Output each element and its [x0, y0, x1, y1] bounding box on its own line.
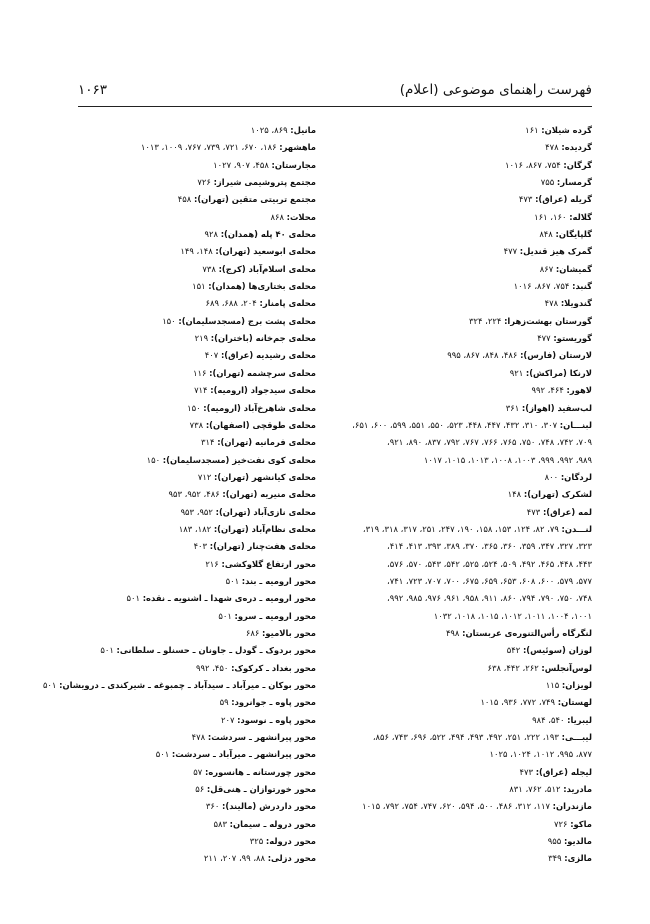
index-term: محله‌ی نظام‌آباد (تهران):	[213, 523, 316, 534]
page-references: ۱۰۰۱، ۱۰۰۴، ۱۰۱۱، ۱۰۱۲، ۱۰۱۵، ۱۰۱۸، ۱۰۳۲	[433, 610, 592, 621]
page-references: ۵۷۷، ۵۷۹، ۶۰۰، ۶۰۸، ۶۵۳، ۶۵۹، ۶۷۵، ۷۰۰، ۷۰۷، ۷۲۳، ۷۴۱،	[387, 575, 592, 586]
index-entry	[312, 712, 592, 729]
page-references: ۴۷۳	[526, 506, 541, 517]
index-term: محله‌ی کیانشهر (تهران):	[214, 471, 316, 482]
index-entry	[56, 452, 316, 469]
index-entry	[56, 798, 316, 815]
page-references: ۳۰۷، ۳۱۰، ۴۳۲، ۴۴۷، ۴۴۸، ۵۲۳، ۵۵۰، ۵۵۱، ۵۹۹، ۶۰۰، ۶۵۱،	[352, 419, 558, 430]
index-entry	[312, 781, 592, 798]
index-term: لمه (عراق):	[542, 506, 592, 517]
index-term: محله‌ی بختاری‌ها (همدان):	[208, 281, 316, 292]
page-references: ۵۸۳	[213, 818, 227, 829]
page-references: ۷۹، ۸۲، ۱۲۴، ۱۵۳، ۱۵۸، ۱۹۰، ۲۴۷، ۲۵۱، ۳۱۷، ۳۱۸، ۳۱۹،	[362, 523, 559, 534]
page-references: ۵۰۱	[225, 575, 240, 586]
page-references: ۷۱۴	[194, 385, 208, 396]
index-term: محور بالامیو:	[262, 627, 316, 638]
index-column-left	[42, 122, 316, 868]
page-references: ۲۲۴، ۳۲۴	[469, 315, 502, 326]
page-references: ۷۵۵	[540, 177, 555, 188]
page-references: ۱۶۰، ۱۶۱	[534, 211, 567, 222]
page-references: ۱۵۰	[187, 402, 201, 413]
running-header	[78, 82, 592, 104]
index-entry	[312, 590, 592, 607]
index-term: محله‌ی طوقچی (اصفهان):	[205, 419, 316, 430]
index-entry	[312, 642, 592, 659]
index-entry	[312, 330, 592, 347]
index-entry	[56, 816, 316, 833]
index-term: محله‌ی منیریه (تهران):	[222, 489, 316, 500]
index-entry	[56, 191, 316, 208]
index-term: محله‌ی اسلام‌آباد (کرج):	[218, 263, 316, 274]
page-references: ۵۰۱	[218, 610, 232, 621]
index-entry	[312, 278, 592, 295]
page-references: ۲۰۴، ۶۸۸، ۶۸۹	[205, 298, 257, 309]
index-entry	[312, 504, 592, 521]
index-entry	[56, 157, 316, 174]
index-entry	[312, 157, 592, 174]
page-references: ۵۰۱	[100, 645, 114, 656]
page-references: ۴۷۳	[518, 194, 533, 205]
index-term: لشکرک (تهران):	[523, 489, 592, 500]
page-references: ۸۶۷	[539, 263, 554, 274]
index-entry	[56, 625, 316, 642]
index-entry	[312, 850, 592, 867]
index-entry	[312, 729, 592, 746]
page-references: ۷۲۶	[197, 177, 211, 188]
index-entry	[56, 243, 316, 260]
index-term: لارنکا (مراکش):	[525, 367, 592, 378]
index-term: لوس‌آنجلس:	[541, 662, 592, 673]
index-term: محله‌ی سیدجواد (ارومیه):	[210, 385, 316, 396]
index-entry	[56, 642, 316, 659]
page-references: ۵۰۱	[155, 749, 170, 760]
index-term: محله‌ی پشت برج (مسجدسلیمان):	[178, 315, 316, 326]
page-references: ۱۴۸	[507, 489, 522, 500]
page-references: ۴۹۸	[445, 627, 460, 638]
index-entry	[56, 486, 316, 503]
index-entry	[56, 469, 316, 486]
index-term: گلپایگان:	[555, 229, 592, 240]
page-references: ۸۸، ۹۹، ۲۰۷، ۲۱۱	[203, 853, 266, 864]
index-term: مازندران:	[552, 801, 592, 812]
page-references: ۱۸۶، ۶۷۰، ۷۲۱، ۷۳۹، ۷۶۷، ۱۰۰۹، ۱۰۱۳	[140, 142, 277, 153]
page-references: ۵۰۱	[126, 593, 141, 604]
index-entry	[312, 226, 592, 243]
index-entry	[56, 139, 316, 156]
index-term: لنگرگاه رأس‌التنوره‌ی عربستان:	[462, 627, 592, 638]
index-term: محله‌ی شاهرخ‌آباد (ارومیه):	[203, 402, 316, 413]
page-references: ۳۶۱	[505, 402, 520, 413]
index-term: محله‌ی فرمانیه (تهران):	[217, 437, 316, 448]
index-entry	[312, 746, 592, 763]
index-term: لیبریا:	[567, 714, 592, 725]
index-term: مالزی:	[564, 853, 592, 864]
index-entry	[56, 400, 316, 417]
page-references: ۱۵۰	[162, 315, 176, 326]
index-term: محله‌ی جم‌خانه (باختران):	[210, 333, 316, 344]
page-references: ۲۶۲، ۴۴۲، ۶۳۸	[487, 662, 539, 673]
index-entry	[56, 660, 316, 677]
page-references: ۲۱۶	[205, 558, 219, 569]
index-term: محله‌ی نازی‌آباد (تهران):	[215, 506, 316, 517]
index-entry	[56, 209, 316, 226]
index-entry	[56, 347, 316, 364]
index-entry	[312, 452, 592, 469]
page-references: ۴۶۴، ۹۹۲	[531, 385, 564, 396]
index-term: گرمسار:	[556, 177, 592, 188]
index-entry	[56, 174, 316, 191]
index-entry	[56, 746, 316, 763]
page-references: ۴۷۸	[545, 142, 559, 153]
page-references: ۲۱۹	[194, 333, 209, 344]
index-entry	[56, 712, 316, 729]
index-term: لیبـــی:	[561, 732, 592, 743]
index-term: لاهور:	[566, 385, 592, 396]
index-entry	[56, 417, 316, 434]
page-references: ۷۳۸	[202, 263, 216, 274]
page-references: ۴۵۸، ۹۰۷، ۱۰۲۷	[213, 159, 269, 170]
index-term: مانیل:	[290, 125, 316, 135]
page-references: ۸۴۸	[539, 229, 553, 240]
index-entry	[56, 608, 316, 625]
index-term: مالدیو:	[563, 836, 592, 847]
index-entry	[312, 347, 592, 364]
index-entry	[312, 573, 592, 590]
page-references: ۴۰۷	[204, 350, 219, 361]
index-term: محور بوکان ـ میرآباد ـ سیدآباد ـ چمبوغه ـ شیرکندی ـ درویشان:	[59, 680, 316, 690]
page-references: ۴۷۸	[544, 298, 559, 309]
index-term: محور خورتوازان ـ هنی‌قل:	[206, 784, 316, 795]
index-entry	[312, 174, 592, 191]
page-references: ۴۷۳	[519, 766, 534, 777]
page-references: ۴۷۷	[503, 246, 518, 257]
index-term: لب‌سفید (اهواز):	[521, 402, 592, 413]
page-references: ۶۸۶	[245, 627, 260, 638]
page-references: ۳۲۵	[249, 836, 264, 847]
page-references: ۴۵۸	[177, 194, 192, 205]
page-title: فهرست راهنمای موضوعی (اعلام)	[399, 82, 592, 98]
page-references: ۹۲۸	[204, 229, 219, 240]
page-references: ۷۵۴، ۸۶۷، ۱۰۱۶	[504, 159, 561, 170]
page-references: ۱۱۷، ۳۱۲، ۴۸۶، ۵۰۰، ۵۹۴، ۶۲۰، ۷۴۷، ۷۵۴، ۷۹۲، ۱۰۱۵	[362, 801, 550, 812]
index-entry	[312, 764, 592, 781]
page-references: ۱۹۳، ۲۲۲، ۲۵۱، ۴۹۲، ۴۹۳، ۴۹۴، ۵۲۲، ۶۹۶، ۷۴۳، ۸۵۶،	[372, 732, 559, 743]
page-references: ۷۰۹، ۷۴۲، ۷۴۸، ۷۵۰، ۷۶۵، ۷۶۶، ۷۶۷، ۷۹۲، ۸۳۷، ۸۹۰، ۹۲۱،	[387, 437, 592, 448]
index-entry	[312, 469, 592, 486]
index-entry	[312, 625, 592, 642]
index-entry	[56, 764, 316, 781]
page-references: ۴۴۳، ۴۴۸، ۴۶۵، ۴۹۲، ۵۰۹، ۵۲۴، ۵۲۵، ۵۴۲، ۵۴۳، ۵۷۰، ۵۷۶،	[387, 558, 592, 569]
page-references: ۴۰۳	[193, 541, 208, 552]
page-references: ۹۸۹، ۹۹۲، ۹۹۹، ۱۰۰۳، ۱۰۰۸، ۱۰۱۳، ۱۰۱۵، ۱۰۱۷	[423, 454, 592, 465]
page-references: ۲۰۷	[220, 714, 235, 725]
index-column-right	[312, 122, 592, 868]
page-references: ۷۵۴، ۸۶۷، ۱۰۱۶	[513, 281, 570, 292]
index-term: محله‌ی ۴۰ پله (همدان):	[220, 229, 316, 240]
index-entry	[312, 122, 592, 139]
index-term: لارستان (فارس):	[520, 350, 592, 361]
page-references: ۱۸۲، ۱۸۳	[178, 523, 212, 534]
page-references: ۳۱۴	[201, 437, 215, 448]
page-references: ۴۵۰، ۹۹۲	[196, 662, 229, 673]
page-references: ۱۱۶	[192, 367, 207, 378]
index-term: گمیشان:	[555, 263, 592, 274]
index-entry	[56, 521, 316, 538]
index-entry	[56, 382, 316, 399]
index-term: محور داردرش (مالیند):	[222, 801, 316, 812]
page-references: ۸۶۸	[270, 211, 284, 222]
page-references: ۱۵۱	[192, 281, 206, 292]
index-term: لبنـــان:	[559, 419, 592, 430]
header-rule	[78, 106, 592, 107]
page-references: ۷۴۹، ۷۷۲، ۹۳۶، ۱۰۱۵	[480, 697, 556, 708]
index-entry	[312, 243, 592, 260]
page-references: ۳۴۹	[548, 853, 562, 864]
index-entry	[312, 209, 592, 226]
index-entry	[56, 313, 316, 330]
index-term: گریله (عراق):	[535, 194, 592, 205]
index-term: محور ارومیه ـ دره‌ی شهدا ـ اشنویه ـ نقده:	[142, 593, 316, 604]
index-term: محور پیرانشهر ـ میرآباد ـ سردشت:	[171, 749, 316, 760]
index-term: گلاله:	[569, 211, 592, 222]
page-references: ۷۴۸، ۷۵۰، ۷۹۰، ۷۹۴، ۸۶۰، ۹۱۱، ۹۵۸، ۹۶۱، ۹۷۶، ۹۸۵، ۹۹۲،	[387, 593, 592, 604]
page-references: ۹۵۵	[547, 836, 562, 847]
index-entry	[312, 816, 592, 833]
index-term: ماکو:	[570, 818, 592, 829]
index-entry	[312, 521, 592, 538]
index-term: محور پاوه ـ نوسود:	[237, 714, 316, 725]
index-term: لهستان:	[557, 697, 592, 708]
index-term: گنبد:	[572, 281, 592, 292]
page-references: ۱۶۱	[525, 125, 539, 135]
page-references: ۵۷	[193, 766, 203, 777]
index-entry	[312, 556, 592, 573]
index-term: ماهشهر:	[279, 142, 316, 153]
index-term: گرده شیلان:	[541, 125, 592, 135]
index-entry	[56, 590, 316, 607]
index-entry	[312, 434, 592, 451]
index-entry	[56, 694, 316, 711]
index-entry	[56, 365, 316, 382]
index-term: لیجله (عراق):	[535, 766, 592, 777]
index-term: لوزان (سوئیس):	[522, 645, 592, 656]
index-entry	[312, 660, 592, 677]
index-entry	[312, 417, 592, 434]
page-references: ۱۱۵	[545, 680, 560, 690]
index-entry	[312, 677, 592, 694]
index-term: محور پاوه ـ جوانرود:	[231, 697, 316, 708]
index-term: محله‌ی هفت‌چنار (تهران):	[209, 541, 316, 552]
index-entry	[56, 504, 316, 521]
page-references: ۷۲۶	[554, 818, 568, 829]
index-term: مادرید:	[563, 784, 592, 795]
index-entry	[56, 538, 316, 555]
index-entry	[56, 556, 316, 573]
index-term: محور بردوک ـ گودل ـ جاونان ـ حسنلو ـ سلطانی:	[116, 645, 316, 656]
index-entry	[312, 694, 592, 711]
index-term: گورستان بهشت‌زهرا:	[504, 315, 592, 326]
page-references: ۵۴۲	[506, 645, 521, 656]
index-entry	[56, 729, 316, 746]
index-entry	[312, 261, 592, 278]
index-entry	[56, 226, 316, 243]
page-references: ۳۲۳، ۳۲۷، ۳۴۷، ۳۵۹، ۳۶۰، ۳۶۵، ۳۷۰، ۳۸۹، ۳۹۳، ۴۱۳، ۴۱۴،	[387, 541, 592, 552]
page-references: ۸۷۷، ۹۹۵، ۱۰۱۲، ۱۰۲۴، ۱۰۲۵	[489, 749, 592, 760]
page-references: ۸۶۹، ۱۰۲۵	[250, 125, 288, 135]
index-entry	[56, 278, 316, 295]
index-entry	[312, 486, 592, 503]
index-term: محور ارومیه ـ بند:	[241, 575, 316, 586]
index-entry	[312, 191, 592, 208]
page-references: ۵۶	[195, 784, 205, 795]
index-term: محور دروله:	[265, 836, 316, 847]
index-term: محله‌ی ابوسعید (تهران):	[215, 246, 316, 257]
index-entry	[312, 608, 592, 625]
page-references: ۵۰۱	[42, 680, 57, 690]
page-references: ۸۰۰	[544, 471, 559, 482]
page-references: ۴۷۷	[537, 333, 551, 344]
index-term: محور دروله ـ سیمان:	[229, 818, 316, 829]
index-term: محور ارتفاع گلاوکشی:	[221, 558, 316, 569]
page-references: ۵۴۰، ۹۸۴	[532, 714, 565, 725]
index-term: محور پیرانشهر ـ سردشت:	[207, 732, 316, 743]
page-references: ۴۸۶، ۸۴۸، ۸۶۷، ۹۹۵	[447, 350, 518, 361]
index-term: محور دزلی:	[267, 853, 316, 864]
page-references: ۱۵۰	[146, 454, 161, 465]
index-term: گرگان:	[563, 159, 592, 170]
index-entry	[312, 295, 592, 312]
page-references: ۳۶۰	[205, 801, 220, 812]
page-references: ۵۹	[219, 697, 229, 708]
index-term: محلات:	[286, 211, 316, 222]
index-term: گندویلا:	[560, 298, 592, 309]
page-references: ۷۳۸	[189, 419, 204, 430]
page-references: ۱۴۸، ۱۴۹	[180, 246, 213, 257]
index-term: محله‌ی سرچشمه (تهران):	[209, 367, 316, 378]
index-entry	[312, 400, 592, 417]
index-entry	[312, 313, 592, 330]
index-entry	[312, 833, 592, 850]
index-term: لردگان:	[560, 471, 592, 482]
page-references: ۴۸۶، ۹۵۲، ۹۵۳	[168, 489, 220, 500]
index-entry	[312, 798, 592, 815]
index-entry	[56, 330, 316, 347]
index-term: گمرک هیز قندیل:	[519, 246, 592, 257]
page-number: ۱۰۶۳	[78, 82, 108, 98]
index-entry	[56, 850, 316, 867]
index-term: محور ارومیه ـ سرو:	[234, 610, 316, 621]
page-references: ۵۱۲، ۷۶۲، ۸۳۱	[509, 784, 561, 795]
index-entry	[56, 261, 316, 278]
index-term: مجتمع پتروشیمی شیراز:	[213, 177, 316, 188]
index-term: لویزان:	[561, 680, 592, 690]
index-entry	[42, 677, 316, 694]
index-entry	[56, 122, 316, 139]
index-term: محور چورستانه ـ هانسوره:	[204, 766, 316, 777]
index-term: مجارستان:	[271, 159, 316, 170]
page-references: ۹۲۱	[509, 367, 524, 378]
index-term: محور بغداد ـ کرکوک:	[231, 662, 316, 673]
page-references: ۴۷۸	[191, 732, 206, 743]
index-term: محله‌ی پامنار:	[259, 298, 316, 309]
index-entry	[56, 573, 316, 590]
index-entry	[312, 139, 592, 156]
index-entry	[312, 538, 592, 555]
page-references: ۹۵۲، ۹۵۳	[180, 506, 213, 517]
index-term: محله‌ی رشیدیه (عراق):	[220, 350, 316, 361]
page-references: ۷۱۲	[197, 471, 212, 482]
index-entry	[312, 382, 592, 399]
index-term: مجتمع تربیتی متقین (تهران):	[193, 194, 316, 205]
index-entry	[56, 833, 316, 850]
index-term: گوریستو:	[553, 333, 592, 344]
index-term: محله‌ی کوی نفت‌خیز (مسجدسلیمان):	[162, 454, 316, 465]
index-term: لنـــدن:	[561, 523, 592, 534]
index-entry	[56, 434, 316, 451]
index-entry	[56, 295, 316, 312]
index-term: گردیده:	[561, 142, 592, 153]
index-entry	[56, 781, 316, 798]
index-entry	[312, 365, 592, 382]
